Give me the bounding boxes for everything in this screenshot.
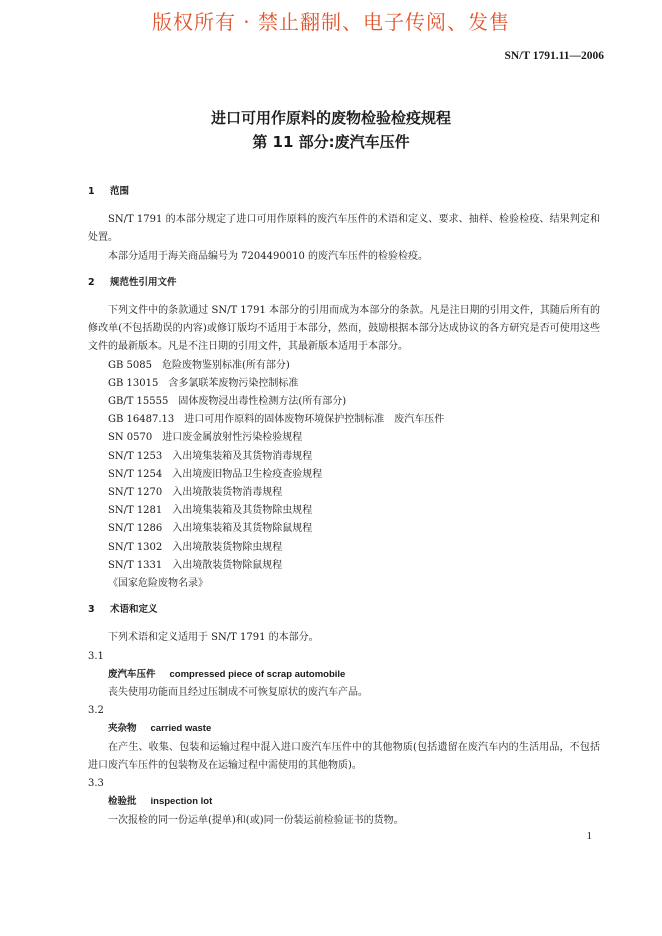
reference-code: GB 16487.13 [108, 414, 175, 426]
reference-item [88, 393, 600, 411]
reference-code: SN/T 1253 [108, 450, 163, 462]
term-chinese: 夹杂物 [108, 723, 137, 735]
term-number: 3.2 [88, 705, 104, 717]
reference-code: GB 5085 [108, 359, 152, 371]
term-heading [88, 666, 600, 684]
reference-title: 入出境散装货物除虫规程 [172, 541, 283, 553]
reference-title: 危险废物鉴别标准(所有部分) [161, 359, 290, 371]
term-chinese: 检验批 [108, 796, 137, 808]
term-number: 3.3 [88, 778, 104, 790]
reference-title: 入出境集装箱及其货物消毒规程 [172, 450, 313, 462]
reference-item [88, 466, 600, 484]
reference-title: 入出境废旧物品卫生检疫查验规程 [172, 468, 323, 480]
document-title: 进口可用作原料的废物检验检疫规程 [210, 109, 451, 127]
term-chinese: 废汽车压件 [108, 668, 156, 680]
reference-title: 入出境集装箱及其货物除鼠规程 [172, 523, 313, 535]
section-number: 2 [88, 276, 95, 288]
section-number: 1 [88, 186, 95, 197]
reference-item [88, 484, 600, 502]
section-title: 术语和定义 [110, 604, 158, 616]
reference-title: 固体废物浸出毒性检测方法(所有部分) [178, 396, 347, 408]
document-subtitle: 第 11 部分:废汽车压件 [252, 133, 410, 151]
reference-item [88, 539, 600, 557]
reference-item [88, 557, 600, 575]
term-heading [88, 793, 600, 811]
term-english: compressed piece of scrap automobile [169, 668, 346, 680]
reference-code: SN/T 1254 [108, 468, 163, 480]
document-body [88, 183, 600, 830]
term-number: 3.1 [88, 650, 104, 662]
reference-item [88, 375, 600, 393]
term-definition: 一次报检的同一份运单(提单)和(或)同一份装运前检验证书的货物。 [108, 814, 404, 826]
term-definition: 在产生、收集、包装和运输过程中混入进口废汽车压件中的其他物质(包括遗留在废汽车内的生活用品，不包括进口废汽车压件的包装物及在运输过程中需使用的其他物质)。 [88, 741, 600, 771]
scope-paragraph: SN/T 1791 的本部分规定了进口可用作原料的废汽车压件的术语和定义、要求、抽样、检验检疫、结果判定和处置。 [88, 214, 600, 244]
copyright-watermark: 版权所有 · 禁止翻制、电子传阅、发售 [151, 10, 511, 34]
term-heading [88, 720, 600, 738]
reference-code: GB/T 15555 [108, 396, 169, 408]
reference-code: SN/T 1331 [108, 559, 163, 571]
reference-code: SN/T 1302 [108, 541, 163, 553]
reference-code: SN/T 1281 [108, 505, 163, 517]
reference-item [88, 429, 600, 447]
reference-title: 入出境散装货物消毒规程 [172, 487, 283, 499]
section-heading-terms-definitions [88, 601, 600, 619]
terms-intro-paragraph: 下列术语和定义适用于 SN/T 1791 的本部分。 [108, 632, 319, 644]
reference-item [88, 411, 600, 429]
section-number: 3 [88, 604, 95, 616]
reference-title: 含多氯联苯废物污染控制标准 [168, 377, 299, 389]
reference-title: 进口废金属放射性污染检验规程 [162, 432, 303, 444]
reference-item-hazardous-waste-catalogue: 《国家危险废物名录》 [108, 578, 208, 590]
reference-code: SN 0570 [108, 432, 153, 444]
term-definition: 丧失使用功能而且经过压制成不可恢复原状的废汽车产品。 [108, 687, 368, 699]
page-number: 1 [586, 830, 592, 842]
reference-item [88, 502, 600, 520]
reference-item [88, 357, 600, 375]
reference-item [88, 520, 600, 538]
term-english: carried waste [150, 723, 212, 735]
scope-applicability-paragraph: 本部分适用于海关商品编号为 7204490010 的废汽车压件的检验检疫。 [108, 250, 428, 262]
section-heading-normative-references [88, 274, 600, 292]
term-english: inspection lot [150, 796, 213, 808]
standard-number: SN/T 1791.11—2006 [504, 50, 604, 62]
section-title: 范围 [110, 186, 130, 197]
reference-code: GB 13015 [108, 377, 159, 389]
section-title: 规范性引用文件 [110, 276, 177, 288]
references-intro-paragraph: 下列文件中的条款通过 SN/T 1791 本部分的引用而成为本部分的条款。凡是注日期的引用文件，其随后所有的修改单(不包括勘误的内容)或修订版均不适用于本部分，然而，鼓励根据本部分达成协议的各方研究是否可使用这些文件的最新版本。凡是不注日期的引用文件，其最新版本适用于本部分。 [88, 305, 600, 353]
reference-title: 入出境散装货物除鼠规程 [172, 559, 283, 571]
reference-code: SN/T 1286 [108, 523, 163, 535]
section-heading-scope [88, 183, 600, 201]
reference-title: 进口可用作原料的固体废物环境保护控制标准 废汽车压件 [184, 414, 445, 426]
reference-title: 入出境集装箱及其货物除虫规程 [172, 505, 313, 517]
reference-item [88, 448, 600, 466]
reference-code: SN/T 1270 [108, 487, 163, 499]
